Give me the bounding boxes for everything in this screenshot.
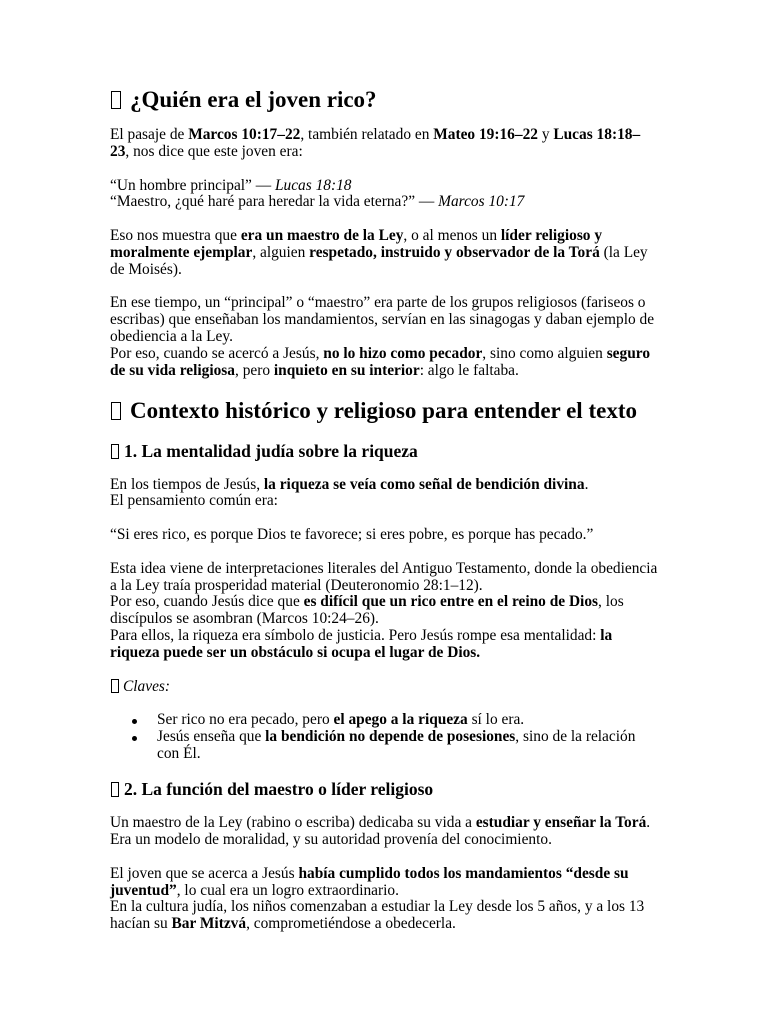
text-run: Por eso, cuando se acercó a Jesús, bbox=[110, 344, 324, 362]
emphasis: estudiar y enseñar la Torá bbox=[475, 814, 647, 832]
text-run: El pasaje de bbox=[110, 126, 189, 143]
intro-paragraph bbox=[110, 127, 659, 161]
scripture-reference: Lucas 18:18–23 bbox=[110, 126, 641, 160]
bullet-icon bbox=[132, 719, 137, 724]
missing-glyph-icon bbox=[111, 91, 121, 109]
quote-text: “Si eres rico, es porque Dios te favorece; si eres pobre, es porque has pecado.” bbox=[110, 526, 594, 544]
text-run: , también relatado en bbox=[300, 126, 434, 143]
missing-glyph-icon bbox=[111, 782, 119, 797]
subsection-heading bbox=[110, 440, 659, 462]
identity-paragraph bbox=[110, 228, 659, 279]
young-man-paragraph bbox=[110, 866, 659, 933]
emphasis: es difícil que un rico entre en el reino de Dios bbox=[303, 593, 599, 611]
saying-paragraph bbox=[110, 527, 659, 544]
text-run: En la cultura judía, los niños comenzaban a estudiar la Ley desde los 5 años, y a los 13 hacían su bbox=[110, 898, 645, 933]
emphasis: Bar Mitzvá bbox=[171, 915, 247, 933]
section-heading-text: ¿Quién era el joven rico? bbox=[130, 87, 377, 112]
section-heading bbox=[110, 86, 659, 114]
section-heading bbox=[110, 397, 659, 425]
emphasis: el apego a la riqueza bbox=[333, 711, 468, 729]
quote-text: “Un hombre principal” — bbox=[110, 176, 275, 194]
subsection-heading-text: 1. La mentalidad judía sobre la riqueza bbox=[124, 440, 418, 461]
text-run: Un maestro de la Ley (rabino o escriba) dedicaba su vida a bbox=[110, 814, 476, 832]
text-run: : algo le faltaba. bbox=[419, 361, 519, 379]
emphasis: la bendición no depende de posesiones bbox=[265, 728, 516, 746]
text-run: Jesús enseña que bbox=[157, 728, 266, 746]
quote-text: “Maestro, ¿qué haré para heredar la vida eterna?” — bbox=[110, 193, 439, 211]
subsection-heading-text: 2. La función del maestro o líder religioso bbox=[124, 779, 434, 800]
text-run: Eso nos muestra que bbox=[110, 227, 241, 245]
text-run: , alguien bbox=[252, 243, 310, 261]
emphasis: inquieto en su interior bbox=[273, 361, 420, 379]
emphasis: la riqueza puede ser un obstáculo si ocupa el lugar de Dios. bbox=[110, 627, 613, 661]
text-run: , nos dice que este joven era: bbox=[125, 142, 303, 160]
keys-label: Claves: bbox=[123, 677, 171, 695]
text-run: , lo cual era un logro extraordinario. bbox=[176, 881, 399, 899]
quote-reference: Marcos 10:17 bbox=[438, 193, 525, 211]
text-run: Por eso, cuando Jesús dice que bbox=[110, 593, 304, 611]
bullet-icon bbox=[132, 736, 137, 741]
text-run: , comprometiéndose a obedecerla. bbox=[246, 915, 456, 933]
emphasis: la riqueza se veía como señal de bendición divina bbox=[263, 475, 585, 493]
keys-list bbox=[110, 712, 659, 763]
keys-label-paragraph bbox=[110, 679, 659, 696]
subsection-heading bbox=[110, 778, 659, 800]
context-paragraph bbox=[110, 295, 659, 379]
text-run: , sino de la relación con Él. bbox=[157, 728, 636, 762]
emphasis: había cumplido todos los mandamientos “desde su juventud” bbox=[110, 864, 629, 899]
emphasis: era un maestro de la Ley bbox=[240, 227, 404, 245]
text-run: , los discípulos se asombran (Marcos 10:24–26). bbox=[110, 593, 624, 628]
emphasis: respetado, instruido y observador de la Torá bbox=[309, 243, 600, 261]
text-run: (la Ley de Moisés). bbox=[110, 243, 648, 278]
text-run: En ese tiempo, un “principal” o “maestro” era parte de los grupos religiosos (fariseos o escribas) que enseñaban los mandamientos, servían en las sinagogas y daban ejemplo de obediencia a la Ley. bbox=[110, 294, 655, 346]
text-run: En los tiempos de Jesús, bbox=[110, 475, 264, 493]
times-paragraph bbox=[110, 477, 659, 511]
text-run: Esta idea viene de interpretaciones literales del Antiguo Testamento, donde la obediencia a la Ley traía prosperidad material (Deuteronomio 28:1–12). bbox=[110, 559, 658, 594]
scripture-reference: Mateo 19:16–22 bbox=[433, 126, 538, 143]
text-run: sí lo era. bbox=[467, 711, 525, 729]
text-run: , o al menos un bbox=[403, 227, 501, 245]
scripture-reference: Marcos 10:17–22 bbox=[188, 126, 301, 143]
list-item bbox=[110, 729, 659, 763]
missing-glyph-icon bbox=[111, 402, 121, 420]
document-body bbox=[110, 86, 659, 933]
text-run: Era un modelo de moralidad, y su autoridad provenía del conocimiento. bbox=[110, 831, 552, 849]
text-run: . bbox=[646, 814, 651, 832]
missing-glyph-icon bbox=[111, 679, 119, 693]
text-run: El joven que se acerca a Jesús bbox=[110, 864, 299, 882]
quote-reference: Lucas 18:18 bbox=[274, 176, 352, 194]
origin-paragraph bbox=[110, 561, 659, 662]
role-paragraph bbox=[110, 815, 659, 849]
text-run: . bbox=[584, 475, 589, 493]
emphasis: líder religioso y moralmente ejemplar bbox=[110, 227, 603, 261]
text-run: Para ellos, la riqueza era símbolo de justicia. Pero Jesús rompe esa mentalidad: bbox=[110, 627, 601, 645]
text-run: y bbox=[537, 126, 554, 143]
text-run: Ser rico no era pecado, pero bbox=[157, 711, 334, 729]
missing-glyph-icon bbox=[111, 444, 119, 459]
emphasis: no lo hizo como pecador bbox=[323, 344, 483, 362]
text-run: El pensamiento común era: bbox=[110, 492, 278, 510]
list-item bbox=[110, 712, 659, 729]
quotes-paragraph bbox=[110, 178, 659, 212]
text-run: , sino como alguien bbox=[482, 344, 607, 362]
emphasis: seguro de su vida religiosa bbox=[110, 344, 651, 379]
section-heading-text: Contexto histórico y religioso para entender el texto bbox=[130, 397, 637, 423]
text-run: , pero bbox=[235, 361, 274, 379]
